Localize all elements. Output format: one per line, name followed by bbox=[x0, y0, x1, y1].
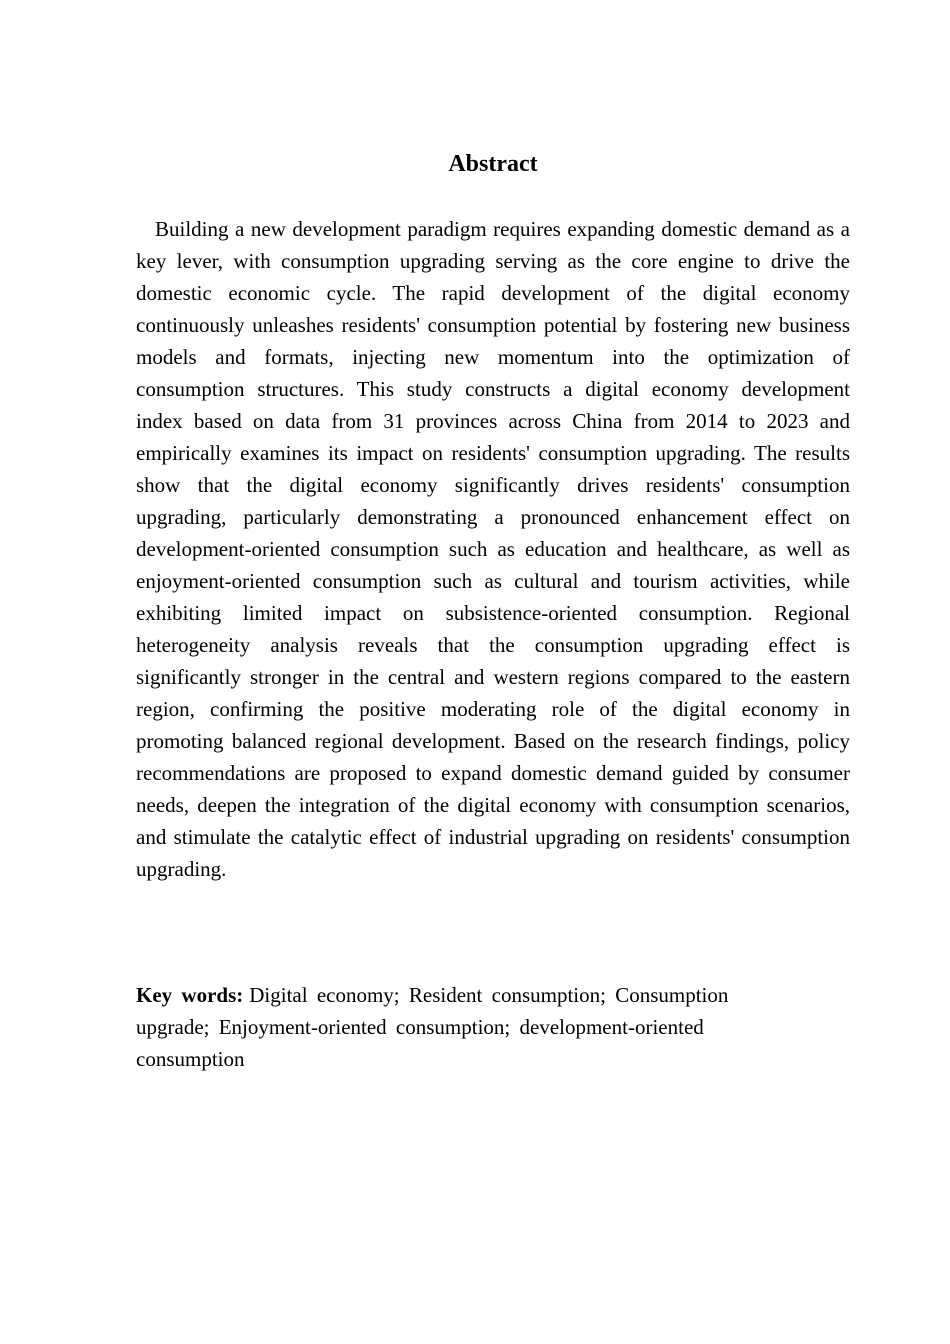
keywords-paragraph bbox=[136, 979, 796, 1075]
abstract-body: Building a new development paradigm requires expanding domestic demand as a key lever, with consumption upgrading serving as the core engine to drive the domestic economic cycle. The rapid development of the digital economy continuously unleashes residents' consumption potential by fostering new business models and formats, injecting new momentum into the optimization of consumption structures. This study constructs a digital economy development index based on data from 31 provinces across China from 2014 to 2023 and empirically examines its impact on residents' consumption upgrading. The results show that the digital economy significantly drives residents' consumption upgrading, particularly demonstrating a pronounced enhancement effect on development-oriented consumption such as education and healthcare, as well as enjoyment-oriented consumption such as cultural and tourism activities, while exhibiting limited impact on subsistence-oriented consumption. Regional heterogeneity analysis reveals that the consumption upgrading effect is significantly stronger in the central and western regions compared to the eastern region, confirming the positive moderating role of the digital economy in promoting balanced regional development. Based on the research findings, policy recommendations are proposed to expand domestic demand guided by consumer needs, deepen the integration of the digital economy with consumption scenarios, and stimulate the catalytic effect of industrial upgrading on residents' consumption upgrading. bbox=[136, 217, 850, 881]
keywords-list: Digital economy; Resident consumption; Consumption upgrade; Enjoyment-oriented consumption; development-oriented consumption bbox=[136, 983, 729, 1071]
abstract-title: Abstract bbox=[448, 151, 538, 177]
keywords-separator: : bbox=[236, 983, 244, 1007]
keywords-label: Key words bbox=[136, 983, 237, 1007]
